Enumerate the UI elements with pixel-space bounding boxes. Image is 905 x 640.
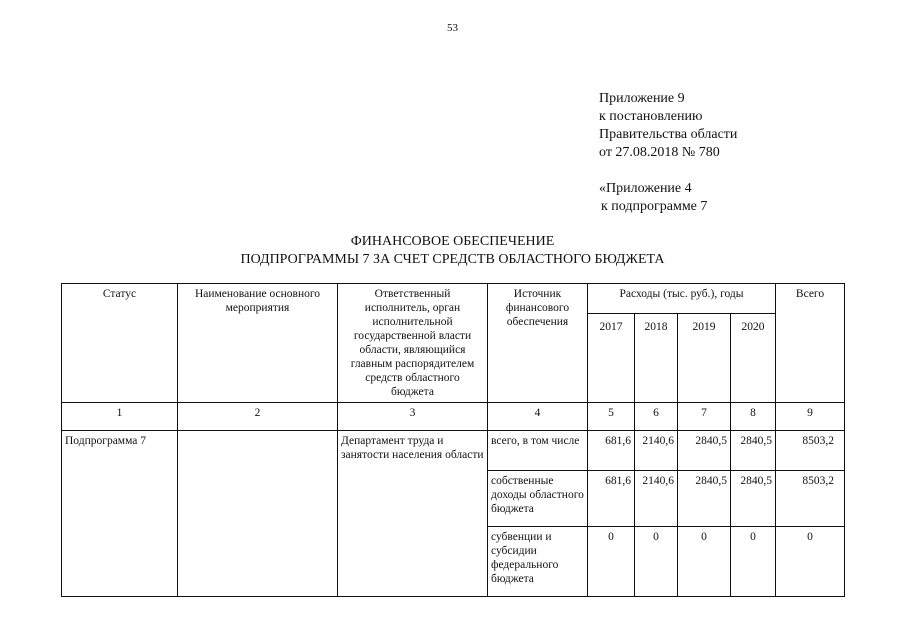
value-cell: 2840,5 — [731, 471, 776, 527]
column-number: 1 — [62, 403, 178, 431]
column-number-row — [62, 403, 845, 431]
value-cell: 681,6 — [588, 471, 635, 527]
column-number: 6 — [635, 403, 678, 431]
total-cell: 8503,2 — [776, 431, 845, 471]
header-status: Статус — [62, 284, 178, 403]
column-number: 2 — [178, 403, 338, 431]
header-year: 2020 — [731, 313, 776, 402]
header-total: Всего — [776, 284, 845, 403]
appendix-line: от 27.08.2018 № 780 — [599, 145, 720, 160]
value-cell: 2840,5 — [678, 471, 731, 527]
column-number: 7 — [678, 403, 731, 431]
source-cell: субвенции и субсидии федерального бюджета — [488, 527, 588, 597]
value-cell: 681,6 — [588, 431, 635, 471]
header-row — [62, 284, 845, 314]
value-cell: 0 — [678, 527, 731, 597]
title-line: ПОДПРОГРАММЫ 7 ЗА СЧЕТ СРЕДСТВ ОБЛАСТНОГО БЮДЖЕТА — [240, 252, 665, 267]
header-year: 2018 — [635, 313, 678, 402]
title-line: ФИНАНСОВОЕ ОБЕСПЕЧЕНИЕ — [350, 234, 555, 249]
value-cell: 0 — [635, 527, 678, 597]
header-activity: Наименование основного мероприятия — [178, 284, 338, 403]
header-year: 2017 — [588, 313, 635, 402]
column-number: 4 — [488, 403, 588, 431]
column-number: 3 — [338, 403, 488, 431]
appendix-line: к постановлению — [599, 109, 703, 124]
appendix-line: Приложение 9 — [599, 91, 685, 106]
document-title — [0, 233, 905, 269]
program-executor: Департамент труда и занятости населения области — [338, 431, 488, 597]
page-number: 53 — [447, 22, 458, 34]
appendix2-line: к подпрограмме 7 — [601, 199, 708, 214]
appendix-line: Правительства области — [599, 127, 738, 142]
appendix-block-2 — [599, 180, 707, 216]
column-number: 8 — [731, 403, 776, 431]
financing-table — [61, 283, 845, 597]
header-source: Источник финансового обеспечения — [488, 284, 588, 403]
source-cell: всего, в том числе — [488, 431, 588, 471]
value-cell: 2140,6 — [635, 431, 678, 471]
value-cell: 0 — [588, 527, 635, 597]
source-cell: собственные доходы областного бюджета — [488, 471, 588, 527]
value-cell: 2840,5 — [731, 431, 776, 471]
value-cell: 0 — [731, 527, 776, 597]
table-row — [62, 431, 845, 471]
header-year: 2019 — [678, 313, 731, 402]
program-activity — [178, 431, 338, 597]
header-executor: Ответственный исполнитель, орган исполнительной государственной власти области, являющийся главным распорядителем средств областного бюджета — [338, 284, 488, 403]
appendix2-line: «Приложение 4 — [599, 181, 692, 196]
header-expenses: Расходы (тыс. руб.), годы — [588, 284, 776, 314]
column-number: 9 — [776, 403, 845, 431]
value-cell: 2840,5 — [678, 431, 731, 471]
total-cell: 0 — [776, 527, 845, 597]
value-cell: 2140,6 — [635, 471, 678, 527]
appendix-block — [599, 90, 737, 162]
total-cell: 8503,2 — [776, 471, 845, 527]
column-number: 5 — [588, 403, 635, 431]
program-status: Подпрограмма 7 — [62, 431, 178, 597]
